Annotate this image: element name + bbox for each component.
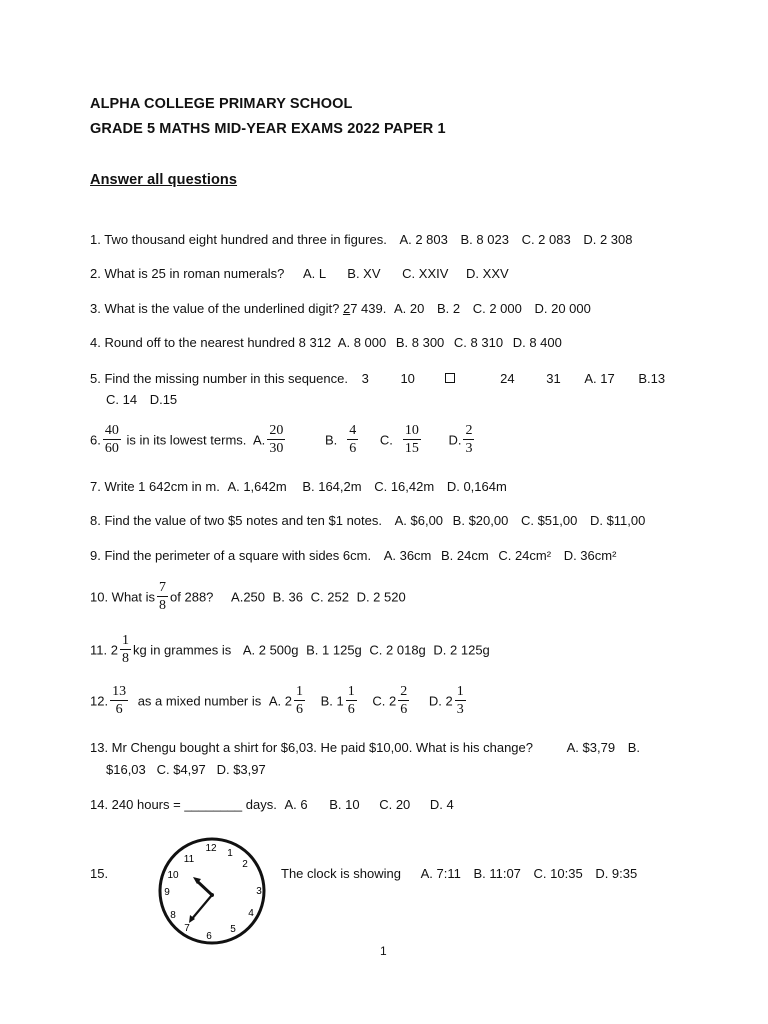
denominator: 8 (121, 651, 129, 666)
option-a: A. 2 803 (399, 232, 448, 247)
question-13-continued: $16,03 C. $4,97 D. $3,97 (106, 762, 266, 777)
option-c-fraction (403, 424, 421, 456)
option-d-label: D. 2 (428, 693, 453, 709)
option-a: A. L (303, 266, 326, 281)
option-b: B. $20,00 (452, 513, 509, 528)
option-a: A. 8 000 (337, 335, 387, 350)
question-text: 1. Two thousand eight hundred and three in figures. (90, 232, 387, 247)
question-6 (90, 424, 476, 456)
whole-number: 2 (110, 642, 118, 658)
question-15 (281, 866, 637, 881)
denominator: 6 (349, 441, 357, 456)
denominator: 6 (115, 702, 123, 717)
option-d: D. 0,164m (446, 479, 507, 494)
option-a: A. 7:11 (420, 866, 461, 881)
option-c: C. 24cm² (498, 548, 552, 563)
clock-numeral: 5 (230, 924, 236, 935)
option-c-label: C. 2 (372, 693, 397, 709)
denominator: 60 (104, 441, 119, 456)
option-b: B. 1 125g (306, 642, 362, 658)
question-text: 9. Find the perimeter of a square with sides 6cm. (90, 548, 372, 563)
option-c-label: C. (379, 432, 393, 448)
option-c: C. 2 083 (521, 232, 571, 247)
option-a: A. 17 (584, 371, 615, 386)
clock-numeral: 4 (248, 908, 254, 919)
option-a: A. $6,00 (394, 513, 444, 528)
option-b: B. 36 (272, 589, 303, 605)
option-c: C. 8 310 (453, 335, 504, 350)
option-d: D. XXV (466, 266, 509, 281)
question-14 (90, 797, 454, 812)
option-a: A.250 (231, 589, 266, 605)
option-d: D. 4 (429, 797, 454, 812)
option-d-fraction (455, 685, 466, 717)
question-3 (90, 301, 591, 316)
numerator: 10 (404, 423, 419, 438)
question-text: 13. Mr Chengu bought a shirt for $6,03. He paid $10,00. What is his change? (90, 740, 533, 755)
question-text: kg in grammes is (132, 642, 232, 658)
numerator: 1 (296, 684, 304, 699)
numerator: 1 (456, 684, 464, 699)
question-2 (90, 266, 509, 281)
option-b: B. 11:07 (473, 866, 521, 881)
option-c: C. 2 000 (472, 301, 522, 316)
option-c: C. 16,42m (374, 479, 435, 494)
question-text: 2. What is 25 in roman numerals? (90, 266, 285, 281)
clock-numeral: 3 (256, 886, 262, 897)
option-b-fraction (347, 424, 358, 456)
question-11 (90, 634, 490, 666)
numerator: 1 (121, 633, 129, 648)
fraction (110, 685, 128, 717)
question-number: 12. (90, 693, 109, 709)
sequence-number: 31 (546, 371, 561, 386)
question-10 (90, 581, 406, 613)
option-d: D. $11,00 (589, 513, 646, 528)
option-d: D. 2 520 (356, 589, 406, 605)
option-d: D. 36cm² (563, 548, 617, 563)
denominator: 15 (404, 441, 419, 456)
clock-numeral: 7 (184, 923, 190, 934)
question-text-end: of 288? (170, 589, 214, 605)
question-1 (90, 232, 633, 247)
option-d-fraction (463, 424, 474, 456)
exam-title: GRADE 5 MATHS MID-YEAR EXAMS 2022 PAPER 1 (90, 121, 446, 137)
option-d-label: D. (448, 432, 462, 448)
option-b-fraction (346, 685, 357, 717)
option-b: B. 24cm (441, 548, 489, 563)
question-number: 11. (90, 642, 108, 658)
question-text: 8. Find the value of two $5 notes and ten $1 notes. (90, 513, 382, 528)
option-d: D. 8 400 (512, 335, 562, 350)
option-a: A. 2 500g (242, 642, 299, 658)
question-8 (90, 513, 645, 528)
option-b: B. 8 300 (395, 335, 445, 350)
question-13 (90, 740, 640, 755)
question-text: 4. Round off to the nearest hundred 8 312 (90, 335, 332, 350)
option-b: B.13 (638, 371, 666, 386)
option-a-fraction (294, 685, 305, 717)
question-5-continued (106, 392, 177, 407)
denominator: 3 (456, 702, 464, 717)
option-b: B. XV (347, 266, 381, 281)
numerator: 40 (104, 423, 119, 438)
underlined-digit: 2 (342, 301, 351, 316)
question-text: as a mixed number is (137, 693, 262, 709)
option-c: C. $51,00 (520, 513, 578, 528)
clock-face (160, 839, 264, 943)
option-a: A. $3,79 (566, 740, 616, 755)
school-name: ALPHA COLLEGE PRIMARY SCHOOL (90, 96, 353, 112)
option-c: C. 2 018g (369, 642, 426, 658)
fraction (157, 581, 168, 613)
page-number: 1 (380, 944, 387, 958)
instruction: Answer all questions (90, 172, 238, 188)
option-d: D.15 (149, 392, 178, 407)
clock-center (210, 893, 214, 897)
clock-numeral: 1 (227, 848, 233, 859)
question-9 (90, 548, 616, 563)
question-7 (90, 479, 507, 494)
question-text: 10. What is (90, 589, 156, 605)
clock-numeral: 11 (183, 854, 195, 865)
question-4 (90, 335, 562, 350)
sequence-number: 10 (400, 371, 415, 386)
option-a: A. 20 (393, 301, 425, 316)
option-b-label: B. (627, 740, 640, 755)
clock-numeral: 10 (167, 870, 179, 881)
sequence-number: 24 (500, 371, 515, 386)
option-d: D. 9:35 (595, 866, 638, 881)
option-a-label: A. 2 (268, 693, 293, 709)
sequence-number: 3 (361, 371, 369, 386)
clock-numeral: 12 (205, 843, 217, 854)
denominator: 6 (347, 702, 355, 717)
fraction (103, 424, 121, 456)
option-b: B. 2 (436, 301, 461, 316)
option-c: C. 10:35 (533, 866, 583, 881)
denominator: 8 (159, 598, 167, 613)
option-c: C. XXIV (402, 266, 449, 281)
option-a: A. 36cm (383, 548, 432, 563)
option-a-label: A. (253, 432, 266, 448)
clock-numeral: 6 (206, 931, 212, 942)
question-text: is in its lowest terms. (126, 432, 247, 448)
option-d: D. 2 308 (583, 232, 633, 247)
clock-numeral: 8 (170, 910, 176, 921)
numerator: 20 (269, 423, 284, 438)
option-a: A. 1,642m (227, 479, 287, 494)
option-b-label: B. 1 (320, 693, 344, 709)
clock-numeral: 2 (242, 859, 248, 870)
question-12 (90, 685, 468, 717)
question-5 (90, 371, 665, 386)
question-number: 7 439. (350, 301, 387, 316)
question-text: 14. 240 hours = ________ days. (90, 797, 277, 812)
option-b: B. 8 023 (460, 232, 509, 247)
clock-icon (156, 836, 268, 946)
question-15-number: 15. (90, 866, 109, 881)
fraction (120, 634, 131, 666)
question-text: 7. Write 1 642cm in m. (90, 479, 220, 494)
denominator: 3 (465, 441, 473, 456)
question-number: 6. (90, 432, 101, 448)
option-b: B. 10 (329, 797, 360, 812)
option-c-fraction (398, 685, 409, 717)
numerator: 2 (400, 684, 408, 699)
numerator: 2 (465, 423, 473, 438)
missing-number-box (445, 373, 455, 383)
question-text: 3. What is the value of the underlined digit? (90, 301, 340, 316)
clock-numeral: 9 (164, 887, 170, 898)
option-c: C. 252 (310, 589, 349, 605)
numerator: 7 (159, 580, 167, 595)
option-c: C. 20 (379, 797, 411, 812)
numerator: 13 (112, 684, 127, 699)
numerator: 4 (349, 423, 357, 438)
question-text: The clock is showing (281, 866, 401, 881)
denominator: 30 (269, 441, 284, 456)
option-b: B. 164,2m (302, 479, 362, 494)
option-d: D. 2 125g (433, 642, 490, 658)
denominator: 6 (296, 702, 304, 717)
numerator: 1 (347, 684, 355, 699)
option-a: A. 6 (284, 797, 308, 812)
option-b-label: B. (324, 432, 338, 448)
option-a-fraction (267, 424, 285, 456)
question-text: 5. Find the missing number in this sequence. (90, 371, 348, 386)
option-c: C. 14 (106, 392, 138, 407)
option-d: D. 20 000 (534, 301, 591, 316)
denominator: 6 (400, 702, 408, 717)
